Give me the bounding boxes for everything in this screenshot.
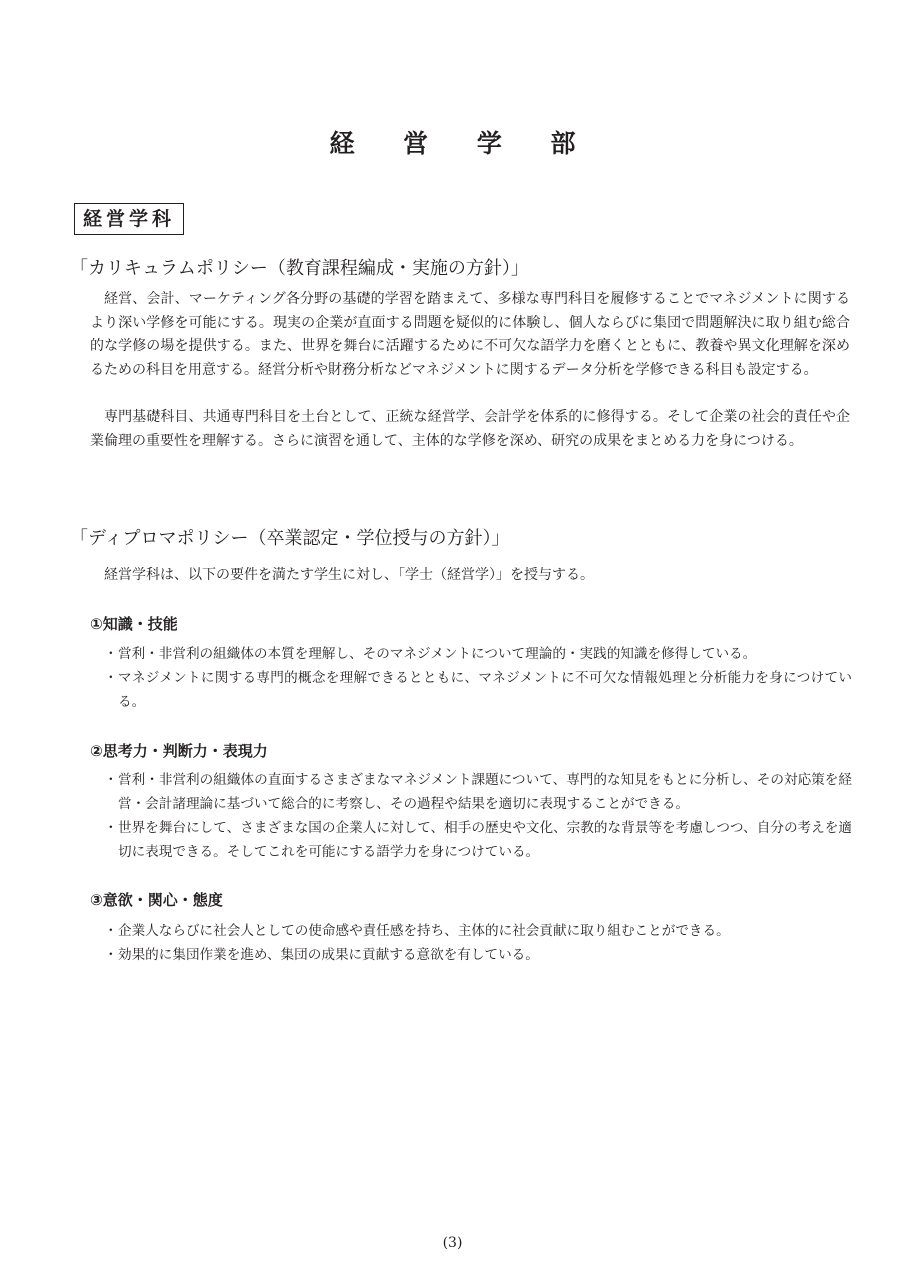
list-item bbox=[104, 642, 852, 666]
list-item bbox=[104, 768, 852, 816]
subsection-title-knowledge: ①知識・技能 bbox=[90, 615, 178, 633]
list-item-text: 効果的に集団作業を進め、集団の成果に貢献する意欲を有している。 bbox=[118, 947, 539, 963]
diploma-policy-heading: 「ディプロマポリシー（卒業認定・学位授与の方針）」 bbox=[70, 528, 510, 549]
page-title: 経 営 学 部 bbox=[329, 129, 596, 158]
subsection-title-thinking: ②思考力・判断力・表現力 bbox=[90, 742, 268, 760]
bullet-mark: ・ bbox=[104, 670, 118, 686]
list-item-text: 営利・非営利の組織体の直面するさまざまなマネジメント課題について、専門的な知見をもとに分析し、その対応策を経営・会計諸理論に基づいて総合的に考察し、その過程や結果を適切に表現することができる。 bbox=[118, 772, 852, 812]
list-item bbox=[104, 919, 852, 943]
list-item-text: マネジメントに関する専門的概念を理解できるとともに、マネジメントに不可欠な情報処理と分析能力を身につけている。 bbox=[118, 670, 852, 710]
bullet-mark: ・ bbox=[104, 947, 118, 963]
page-number: (3) bbox=[442, 1235, 463, 1251]
bullet-list-motivation bbox=[104, 919, 852, 967]
bullet-mark: ・ bbox=[104, 772, 118, 788]
list-item bbox=[104, 666, 852, 714]
bullet-list-thinking bbox=[104, 768, 852, 864]
list-item-text: 営利・非営利の組織体の本質を理解し、そのマネジメントについて理論的・実践的知識を修得している。 bbox=[118, 646, 757, 662]
curriculum-paragraph-1: 経営、会計、マーケティング各分野の基礎的学習を踏まえて、多様な専門科目を履修することでマネジメントに関するより深い学修を可能にする。現実の企業が直面する問題を疑似的に体験し、個人ならびに集団で問題解決に取り組む総合的な学修の場を提供する。また、世界を舞台に活躍するために不可欠な語学力を磨くとともに、教養や異文化理解を深めるための科目を用意する。経営分析や財務分析などマネジメントに関するデータ分析を学修できる科目も設定する。 bbox=[90, 291, 850, 378]
list-item bbox=[104, 943, 852, 967]
department-label: 経営学科 bbox=[74, 203, 184, 235]
list-item bbox=[104, 816, 852, 864]
bullet-list-knowledge bbox=[104, 642, 852, 714]
curriculum-policy-heading: 「カリキュラムポリシー（教育課程編成・実施の方針）」 bbox=[70, 258, 529, 279]
curriculum-paragraph-2: 専門基礎科目、共通専門科目を土台として、正統な経営学、会計学を体系的に修得する。そして企業の社会的責任や企業倫理の重要性を理解する。さらに演習を通して、主体的な学修を深め、研究の成果をまとめる力を身につける。 bbox=[90, 409, 850, 449]
bullet-mark: ・ bbox=[104, 646, 118, 662]
list-item-text: 世界を舞台にして、さまざまな国の企業人に対して、相手の歴史や文化、宗教的な背景等を考慮しつつ、自分の考えを適切に表現できる。そしてこれを可能にする語学力を身につけている。 bbox=[118, 820, 852, 860]
bullet-mark: ・ bbox=[104, 923, 118, 939]
bullet-mark: ・ bbox=[104, 820, 118, 836]
diploma-intro: 経営学科は、以下の要件を満たす学生に対し、「学士（経営学）」を授与する。 bbox=[104, 567, 594, 583]
list-item-text: 企業人ならびに社会人としての使命感や責任感を持ち、主体的に社会貢献に取り組むことができる。 bbox=[118, 923, 730, 939]
subsection-title-motivation: ③意欲・関心・態度 bbox=[90, 891, 223, 909]
